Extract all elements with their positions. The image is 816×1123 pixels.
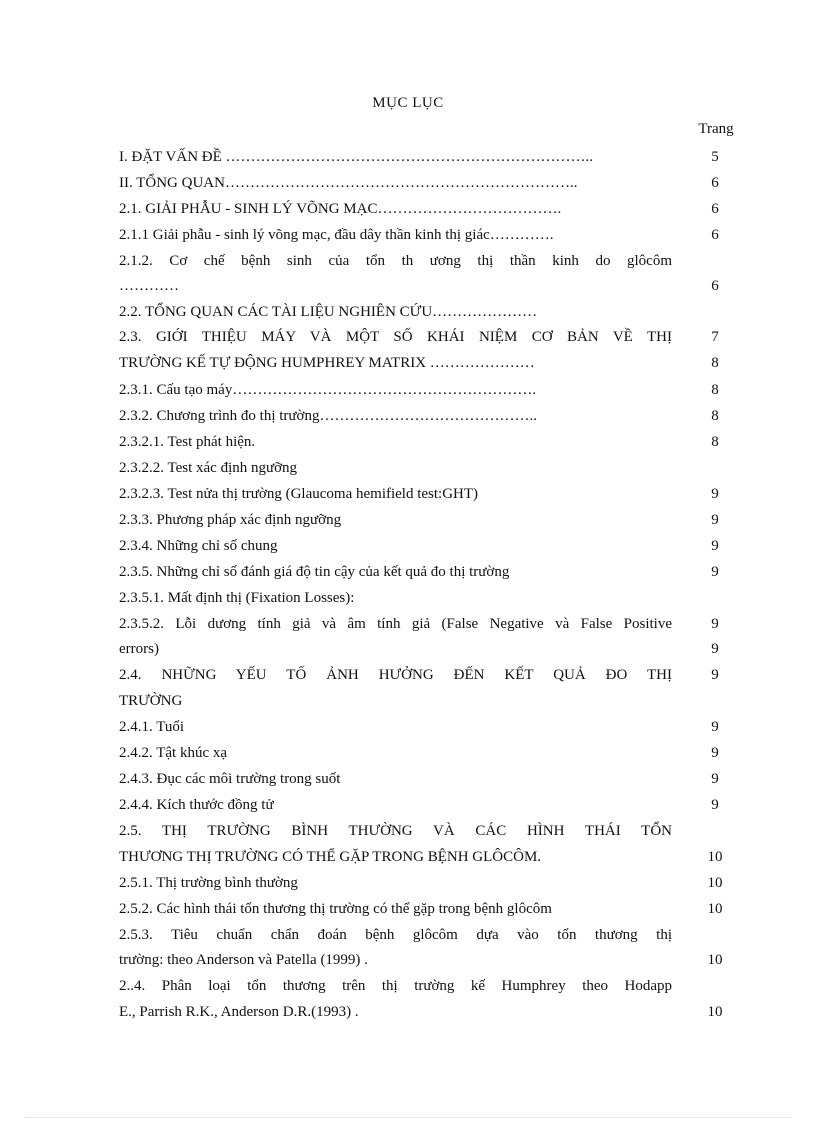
toc-entry-2-3-1[interactable]: 2.3.1. Cấu tạo máy……………………………………………………. (119, 382, 537, 398)
page-number: 10 (707, 875, 723, 891)
page-number: 8 (711, 382, 719, 398)
toc-entry-2-4-classification-cont[interactable]: E., Parrish R.K., Anderson D.R.(1993) . (119, 1004, 359, 1020)
page-number: 10 (707, 1004, 723, 1020)
footer-divider (24, 1117, 792, 1118)
toc-entry-2-3-2-2[interactable]: 2.3.2.2. Test xác định ngưỡng (119, 460, 298, 476)
page-number: 10 (707, 901, 723, 917)
page-number: 6 (711, 201, 719, 217)
page-number: 9 (711, 486, 719, 502)
page-number: 9 (711, 641, 719, 657)
page-number: 5 (711, 149, 719, 165)
page-number: 7 (711, 329, 719, 345)
toc-entry-2-5-3[interactable]: 2.5.3. Tiêu chuẩn chẩn đoán bệnh glôcôm dựa vào tổn thương thị (119, 927, 672, 943)
toc-entry-2-1[interactable]: 2.1. GIẢI PHẪU - SINH LÝ VÕNG MẠC………………………………. (119, 201, 562, 217)
page-number: 9 (711, 771, 719, 787)
toc-entry-2-3-5-2[interactable]: 2.3.5.2. Lỗi dương tính giả và âm tính giả (False Negative và False Positive (119, 616, 672, 632)
page-number: 9 (711, 616, 719, 632)
toc-entry-2-4-2[interactable]: 2.4.2. Tật khúc xạ (119, 745, 228, 761)
toc-entry-2-3-5-1[interactable]: 2.3.5.1. Mất định thị (Fixation Losses): (119, 590, 355, 606)
page-number: 9 (711, 512, 719, 528)
page-title: MỤC LỤC (372, 95, 444, 111)
toc-entry-2[interactable]: II. TỔNG QUAN…………………………………………………………….. (119, 175, 578, 191)
page-number: 6 (711, 278, 719, 294)
toc-entry-2-5-2[interactable]: 2.5.2. Các hình thái tổn thương thị trường có thể gặp trong bệnh glôcôm (119, 901, 552, 917)
page-number: 8 (711, 408, 719, 424)
page-number: 6 (711, 227, 719, 243)
toc-entry-2-3-5-2-cont[interactable]: errors) (119, 641, 159, 657)
toc-entry-2-3-3[interactable]: 2.3.3. Phương pháp xác định ngưỡng (119, 512, 342, 528)
toc-entry-2-3[interactable]: 2.3. GIỚI THIỆU MÁY VÀ MỘT SỐ KHÁI NIỆM CƠ BẢN VỀ THỊ (119, 329, 672, 345)
toc-entry-2-4[interactable]: 2.4. NHỮNG YẾU TỐ ẢNH HƯỞNG ĐẾN KẾT QUẢ ĐO THỊ (119, 667, 672, 683)
toc-entry-2-4-1[interactable]: 2.4.1. Tuổi (119, 719, 185, 735)
toc-entry-2-5[interactable]: 2.5. THỊ TRƯỜNG BÌNH THƯỜNG VÀ CÁC HÌNH THÁI TỔN (119, 823, 672, 839)
toc-entry-2-3-2-3[interactable]: 2.3.2.3. Test nửa thị trường (Glaucoma hemifield test:GHT) (119, 486, 479, 502)
toc-entry-2-5-3-cont[interactable]: trường: theo Anderson và Patella (1999) . (119, 952, 368, 968)
page-number: 9 (711, 797, 719, 813)
toc-entry-2-5-1[interactable]: 2.5.1. Thị trường bình thường (119, 875, 298, 891)
toc-entry-1[interactable]: I. ĐẶT VẤN ĐỀ ……………………………………………………………….. (119, 149, 594, 165)
toc-entry-2-1-2-cont[interactable]: ………… (119, 278, 179, 294)
toc-entry-2-5-cont[interactable]: THƯƠNG THỊ TRƯỜNG CÓ THỂ GẶP TRONG BỆNH GLÔCÔM. (119, 849, 542, 865)
page-number: 10 (707, 849, 723, 865)
toc-entry-2-4-classification[interactable]: 2..4. Phân loại tổn thương trên thị trường kế Humphrey theo Hodapp (119, 978, 672, 994)
toc-entry-2-4-cont[interactable]: TRƯỜNG (119, 693, 183, 709)
toc-entry-2-3-5[interactable]: 2.3.5. Những chỉ số đánh giá độ tin cậy của kết quả đo thị trường (119, 564, 510, 580)
page-number: 10 (707, 952, 723, 968)
toc-entry-2-3-2-1[interactable]: 2.3.2.1. Test phát hiện. (119, 434, 256, 450)
page-column-header: Trang (698, 121, 734, 137)
page-number: 6 (711, 175, 719, 191)
page-number: 9 (711, 538, 719, 554)
page-number: 9 (711, 564, 719, 580)
page-number: 9 (711, 667, 719, 683)
page-number: 8 (711, 355, 719, 371)
toc-entry-2-1-1[interactable]: 2.1.1 Giải phẫu - sinh lý võng mạc, đầu dây thần kinh thị giác…………. (119, 227, 554, 243)
toc-entry-2-4-3[interactable]: 2.4.3. Đục các môi trường trong suốt (119, 771, 341, 787)
toc-entry-2-1-2[interactable]: 2.1.2. Cơ chế bệnh sinh của tổn th ương thị thần kinh do glôcôm (119, 253, 672, 269)
toc-entry-2-3-2[interactable]: 2.3.2. Chương trình đo thị trường…………………………………….. (119, 408, 537, 424)
page-number: 8 (711, 434, 719, 450)
toc-entry-2-3-4[interactable]: 2.3.4. Những chỉ số chung (119, 538, 278, 554)
toc-entry-2-3-cont[interactable]: TRƯỜNG KẾ TỰ ĐỘNG HUMPHREY MATRIX ………………… (119, 355, 535, 371)
page-number: 9 (711, 745, 719, 761)
toc-entry-2-2[interactable]: 2.2. TỔNG QUAN CÁC TÀI LIỆU NGHIÊN CỨU………………… (119, 304, 538, 320)
page-number: 9 (711, 719, 719, 735)
toc-entry-2-4-4[interactable]: 2.4.4. Kích thước đồng tử (119, 797, 274, 813)
